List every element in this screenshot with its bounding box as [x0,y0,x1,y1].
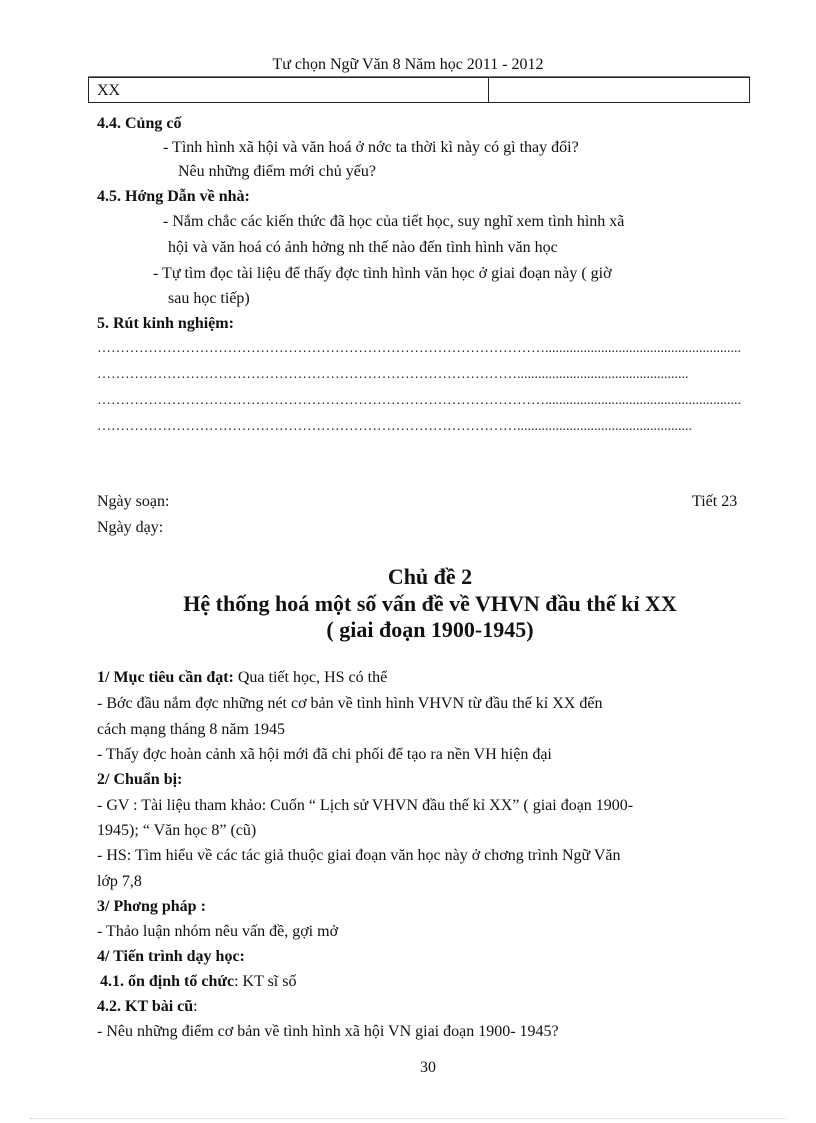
heading-phuong-phap: 3/ Phơng pháp : [97,898,206,915]
page-number: 30 [420,1059,436,1076]
sub-4-1 [100,973,296,991]
text-line: 1945); “ Văn học 8” (cũ) [97,822,257,839]
sub-4-2-label: 4.2. KT bài cũ [97,998,194,1015]
topic-subtitle: Hệ thống hoá một số vấn đề về VHVN đầu thế kỉ XX [183,591,677,616]
text-line: - GV : Tài liệu tham khảo: Cuốn “ Lịch sử VHVN đầu thế kỉ XX” ( giai đoạn 1900- [97,797,634,814]
page-header: Tư chọn Ngữ Văn 8 Năm học 2011 - 2012 [272,56,544,73]
text-line: Nêu những điểm mới chủ yếu? [178,163,376,180]
text-line: - Thảo luận nhóm nêu vấn đề, gợi mở [97,923,339,940]
text-line: - HS: Tìm hiểu về các tác giả thuộc giai đoạn văn học này ở chơng trình Ngữ Văn [97,847,621,864]
dotted-line: ………………………………………………………………………………................................................. [97,367,689,382]
text-line: - Tình hình xã hội và văn hoá ở nớc ta thời kì này có gì thay đổi? [163,139,579,156]
objective-line [97,669,387,687]
table-cell: XX [97,82,121,99]
text-line: - Nêu những điểm cơ bản về tình hình xã hội VN giai đoạn 1900- 1945? [97,1023,559,1040]
table-divider [488,78,489,102]
sub-4-1-text: : KT sĩ số [234,973,297,990]
heading-5: 5. Rút kinh nghiệm: [97,315,234,332]
sub-4-1-label: 4.1. ổn định tổ chức [100,973,235,990]
heading-tien-trinh: 4/ Tiến trình dạy học: [97,948,245,965]
text-line: sau học tiếp) [168,290,250,307]
topic-title: Chủ đề 2 [387,564,473,589]
dotted-line: ……………………………………………………………………………….................................................. [97,419,692,434]
dotted-line: ……………………………………………………………………………………........................................................ [97,393,741,408]
ngay-day: Ngày dạy: [97,519,164,536]
text-line: hội và văn hoá có ảnh hởng nh thế nào đến tình hình văn học [168,239,558,256]
ngay-soan: Ngày soạn: [97,493,170,510]
sub-4-2-text: : [193,998,198,1015]
text-line: cách mạng tháng 8 năm 1945 [97,721,285,738]
topic-period: ( giai đoạn 1900-1945) [326,617,534,642]
objective-label: 1/ Mục tiêu cần đạt: [97,669,234,686]
heading-chuan-bi: 2/ Chuẩn bị: [97,771,183,788]
sub-4-2 [97,998,198,1016]
heading-4-4: 4.4. Củng cố [97,115,182,132]
text-line: - Tự tìm đọc tài liệu để thấy đợc tình hình văn học ở giai đoạn này ( giờ [153,265,612,282]
top-table [88,77,750,103]
text-line: - Nắm chắc các kiến thức đã học của tiết học, suy nghĩ xem tình hình xã [163,213,625,230]
tiet-label: Tiết 23 [692,493,738,510]
footer-rule [30,1118,786,1119]
objective-text: Qua tiết học, HS có thể [233,669,388,686]
text-line: - Thấy đợc hoàn cảnh xã hội mới đã chi phối để tạo ra nền VH hiện đại [97,746,552,763]
heading-4-5: 4.5. Hớng Dẫn về nhà: [97,188,250,205]
text-line: - Bớc đầu nắm đợc những nét cơ bản về tình hình VHVN từ đầu thế kỉ XX đến [97,695,603,712]
text-line: lớp 7,8 [97,873,142,890]
dotted-line: ……………………………………………………………………………………........................................................ [97,341,741,356]
